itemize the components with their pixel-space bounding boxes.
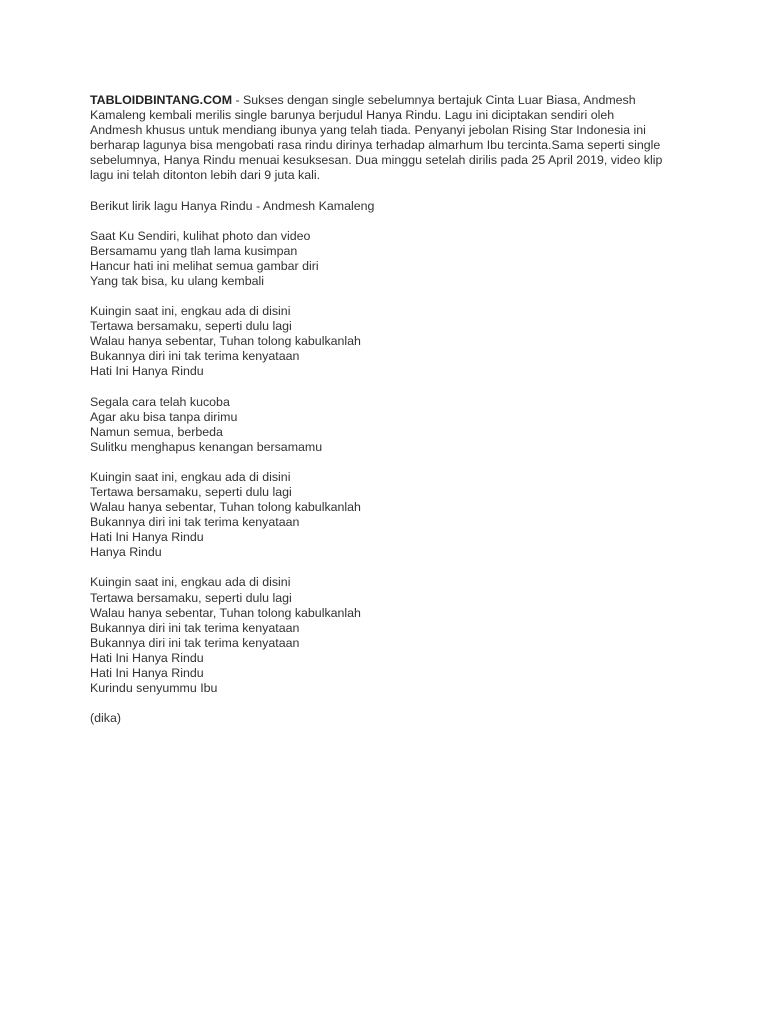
lyric-line: Bukannya diri ini tak terima kenyataan <box>90 620 300 635</box>
intro-text: - Sukses dengan single sebelumnya bertajuk Cinta Luar Biasa, Andmesh <box>232 93 636 107</box>
lyric-line: Hati Ini Hanya Rindu <box>90 364 204 379</box>
lyric-line: Walau hanya sebentar, Tuhan tolong kabulkanlah <box>90 334 361 349</box>
intro-line: berharap lagunya bisa mengobati rasa rindu dirinya terhadap almarhum Ibu tercinta.Sama seperti single <box>90 138 661 153</box>
lyric-line: Hanya Rindu <box>90 545 162 560</box>
lyrics-heading: Berikut lirik lagu Hanya Rindu - Andmesh Kamaleng <box>90 198 375 213</box>
intro-paragraph <box>90 93 690 184</box>
lyric-line: Hati Ini Hanya Rindu <box>90 650 204 665</box>
intro-line <box>90 93 690 108</box>
lyric-line: Hati Ini Hanya Rindu <box>90 666 204 680</box>
lyric-line: Tertawa bersamaku, seperti dulu lagi <box>90 484 292 499</box>
lyric-line: Tertawa bersamaku, seperti dulu lagi <box>90 590 292 605</box>
intro-line: Andmesh khusus untuk mendiang ibunya yang telah tiada. Penyanyi jebolan Rising Star Indonesia ini <box>90 123 646 138</box>
lyric-line: Walau hanya sebentar, Tuhan tolong kabulkanlah <box>90 605 361 620</box>
lyric-line: Bukannya diri ini tak terima kenyataan <box>90 349 300 364</box>
lyric-line: Kuingin saat ini, engkau ada di disini <box>90 575 291 590</box>
lyric-line: Kuingin saat ini, engkau ada di disini <box>90 304 291 319</box>
lyric-line: Yang tak bisa, ku ulang kembali <box>90 273 265 288</box>
lyric-line: Kuingin saat ini, engkau ada di disini <box>90 469 291 484</box>
stanza-3 <box>90 395 690 455</box>
author-credit: (dika) <box>90 711 121 726</box>
lyric-line: Kurindu senyummu Ibu <box>90 681 218 696</box>
lyric-line: Hancur hati ini melihat semua gambar diri <box>90 258 319 273</box>
lyric-line: Walau hanya sebentar, Tuhan tolong kabulkanlah <box>90 500 361 515</box>
stanza-2 <box>90 304 690 379</box>
lyric-line: Bersamamu yang tlah lama kusimpan <box>90 243 298 258</box>
stanza-5 <box>90 575 690 696</box>
lyric-line: Bukannya diri ini tak terima kenyataan <box>90 635 300 650</box>
lyric-line: Tertawa bersamaku, seperti dulu lagi <box>90 319 292 334</box>
lyric-line: Segala cara telah kucoba <box>90 394 230 409</box>
lyric-line: Hati Ini Hanya Rindu <box>90 530 204 545</box>
intro-line: Kamaleng kembali merilis single barunya berjudul Hanya Rindu. Lagu ini diciptakan sendiri oleh <box>90 108 615 123</box>
lyric-line: Bukannya diri ini tak terima kenyataan <box>90 515 300 530</box>
lyric-line: Saat Ku Sendiri, kulihat photo dan video <box>90 228 311 243</box>
site-name: TABLOIDBINTANG.COM <box>90 93 233 107</box>
stanza-4 <box>90 470 690 561</box>
intro-line: lagu ini telah ditonton lebih dari 9 juta kali. <box>90 168 321 183</box>
intro-line: sebelumnya, Hanya Rindu menuai kesuksesan. Dua minggu setelah dirilis pada 25 April 2019, video klip <box>90 153 663 168</box>
document-page <box>90 93 690 726</box>
lyric-line: Agar aku bisa tanpa dirimu <box>90 409 238 424</box>
lyric-line: Sulitku menghapus kenangan bersamamu <box>90 439 323 454</box>
lyric-line: Namun semua, berbeda <box>90 424 223 439</box>
stanza-1 <box>90 229 690 289</box>
